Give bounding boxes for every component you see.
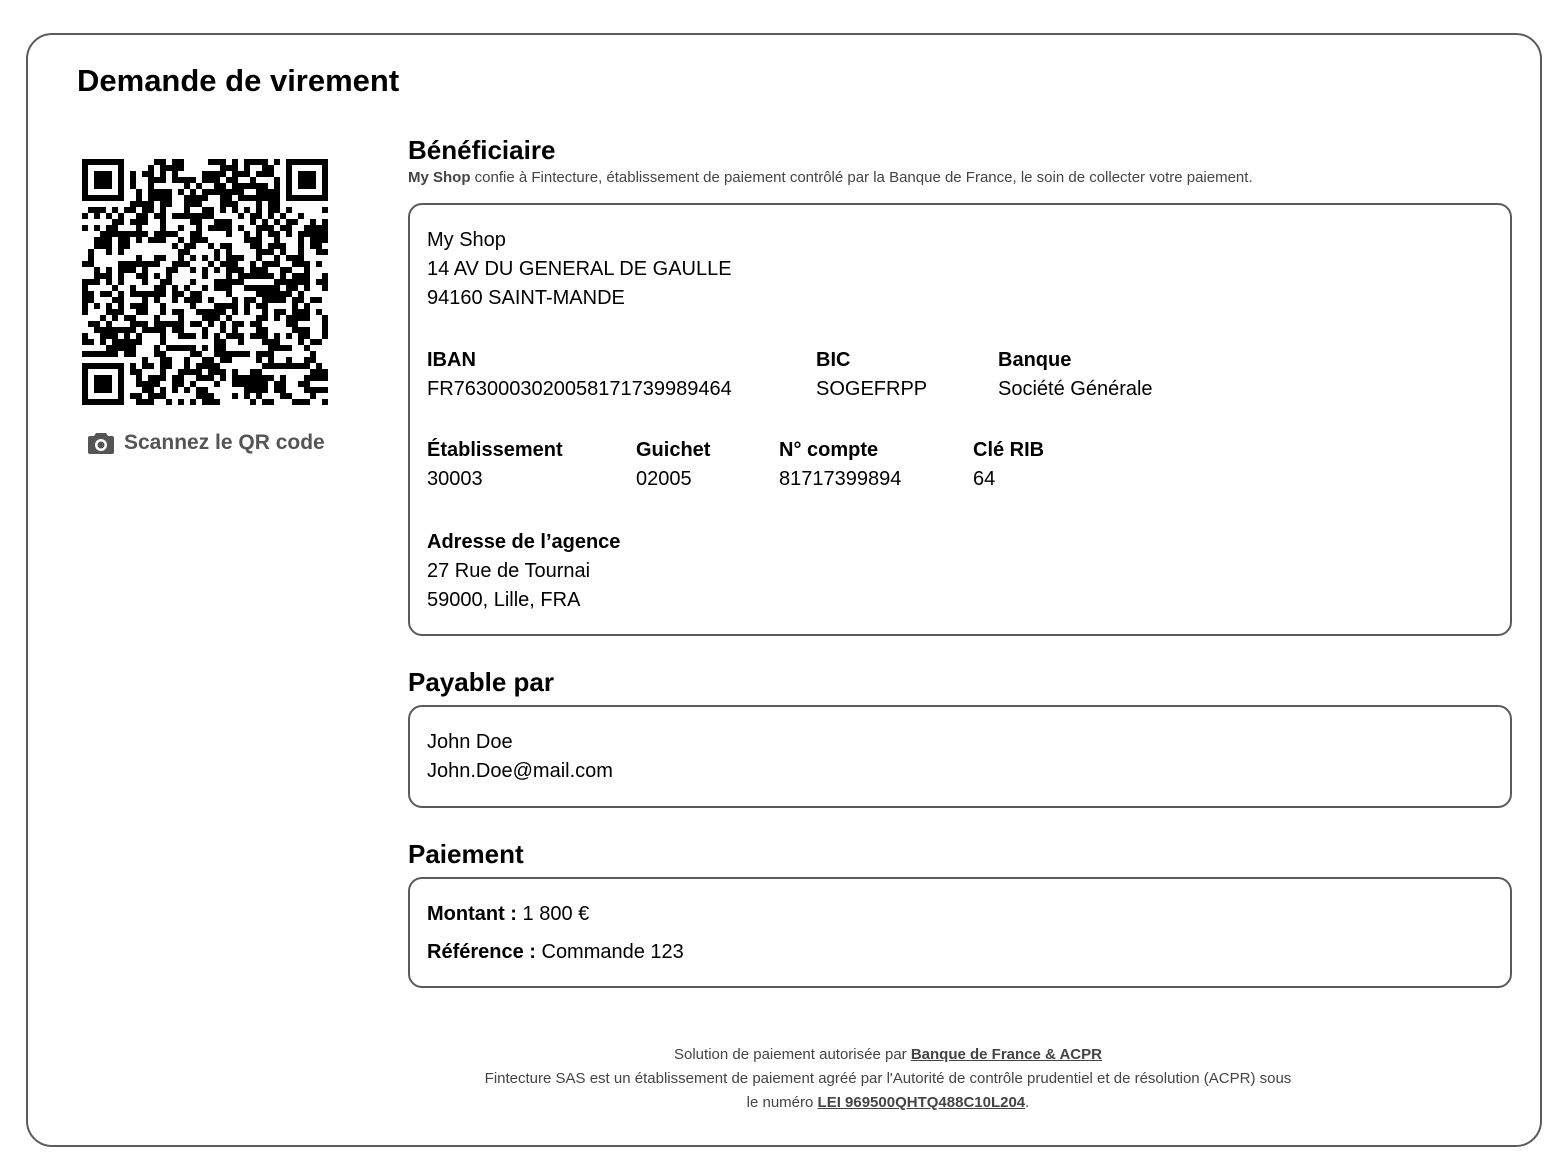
legal-footer xyxy=(328,1043,1448,1115)
beneficiary-box xyxy=(408,203,1512,636)
transfer-request-card xyxy=(26,33,1542,1147)
etablissement-field xyxy=(427,436,563,494)
agency-address-field xyxy=(427,528,620,615)
footer-line1-text: Solution de paiement autorisée par xyxy=(674,1046,911,1063)
reference-value: Commande 123 xyxy=(535,941,684,963)
agency-address-line1: 27 Rue de Tournai xyxy=(427,560,591,582)
footer-line3 xyxy=(328,1091,1448,1115)
amount-row xyxy=(427,900,589,929)
beneficiary-subtitle xyxy=(408,168,1253,188)
qr-caption-text: Scannez le QR code xyxy=(124,431,325,454)
bic-field xyxy=(816,346,927,404)
payer-name: John Doe xyxy=(427,731,513,753)
bic-value: SOGEFRPP xyxy=(816,378,928,400)
footer-line1 xyxy=(328,1043,1448,1067)
beneficiary-subtitle-text: confie à Fintecture, établissement de paiement contrôlé par la Banque de France, le soin de collecter votre paiement. xyxy=(470,169,1253,186)
payment-box xyxy=(408,877,1512,988)
amount-value: 1 800 € xyxy=(516,903,590,925)
qr-caption xyxy=(88,431,325,455)
footer-line2: Fintecture SAS est un établissement de paiement agréé par l'Autorité de contrôle prudentiel et de résolution (ACPR) sous xyxy=(484,1070,1292,1087)
beneficiary-address xyxy=(427,226,732,313)
beneficiary-name: My Shop xyxy=(427,229,506,251)
etablissement-value: 30003 xyxy=(427,468,483,490)
payer-box xyxy=(408,705,1512,808)
rib-key-value: 64 xyxy=(973,468,996,490)
bank-value: Société Générale xyxy=(998,378,1153,400)
etablissement-label: Établissement xyxy=(427,439,563,461)
guichet-value: 02005 xyxy=(636,468,692,490)
banque-de-france-link[interactable]: Banque de France & ACPR xyxy=(910,1046,1102,1063)
camera-icon xyxy=(88,432,114,454)
qr-code xyxy=(82,159,328,405)
reference-row xyxy=(427,938,684,967)
page-title: Demande de virement xyxy=(77,63,400,98)
iban-field xyxy=(427,346,732,404)
iban-label: IBAN xyxy=(427,349,476,371)
footer-line3-end: . xyxy=(1025,1094,1030,1111)
guichet-field xyxy=(636,436,710,494)
bank-label: Banque xyxy=(998,349,1072,371)
account-number-value: 81717399894 xyxy=(779,468,902,490)
bank-field xyxy=(998,346,1153,404)
beneficiary-address-line1: 14 AV DU GENERAL DE GAULLE xyxy=(427,258,732,280)
payment-title: Paiement xyxy=(408,839,524,869)
account-number-field xyxy=(779,436,901,494)
reference-label: Référence : xyxy=(427,941,536,963)
payer-email: John.Doe@mail.com xyxy=(427,760,613,782)
iban-value: FR7630003020058171739989464 xyxy=(427,378,732,400)
agency-address-label: Adresse de l’agence xyxy=(427,531,621,553)
bic-label: BIC xyxy=(816,349,851,371)
lei-link[interactable]: LEI 969500QHTQ488C10L204 xyxy=(817,1094,1026,1111)
account-number-label: N° compte xyxy=(779,439,879,461)
rib-key-field xyxy=(973,436,1044,494)
payer-title: Payable par xyxy=(408,667,554,697)
guichet-label: Guichet xyxy=(636,439,711,461)
rib-key-label: Clé RIB xyxy=(973,439,1045,461)
beneficiary-title: Bénéficiaire xyxy=(408,135,556,165)
footer-line3-text: le numéro xyxy=(746,1094,818,1111)
beneficiary-address-line2: 94160 SAINT-MANDE xyxy=(427,287,625,309)
merchant-name-inline: My Shop xyxy=(408,169,471,186)
agency-address-line2: 59000, Lille, FRA xyxy=(427,589,581,611)
amount-label: Montant : xyxy=(427,903,517,925)
payer-details xyxy=(427,728,613,786)
